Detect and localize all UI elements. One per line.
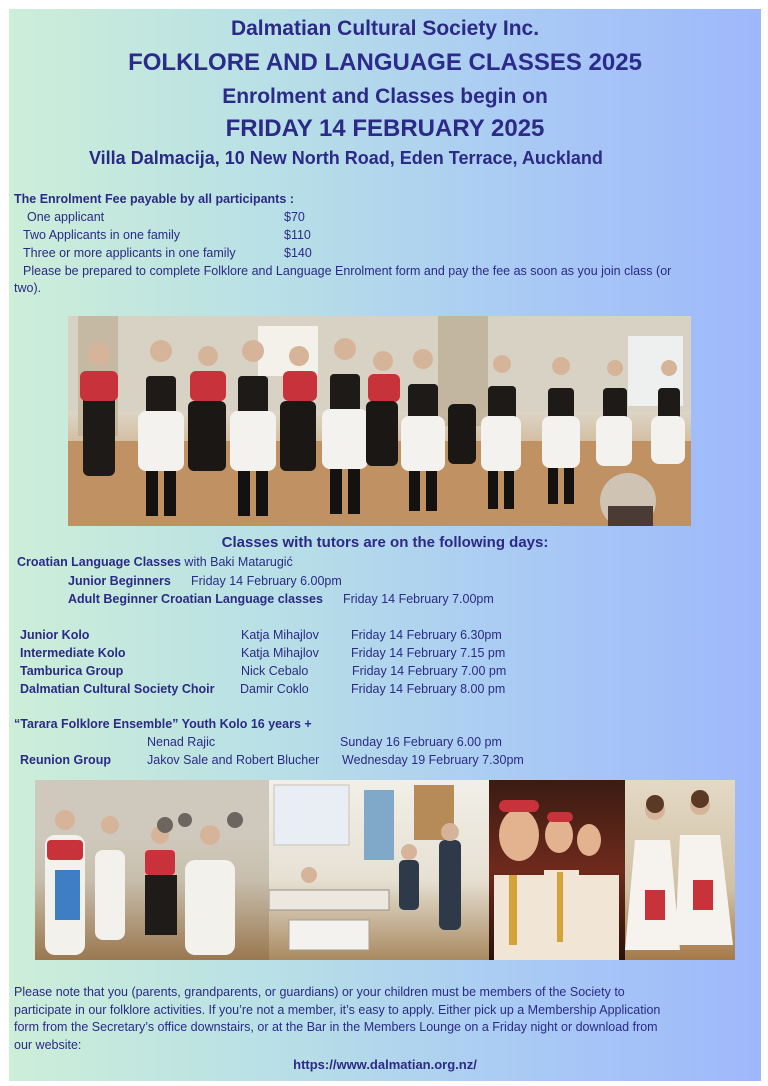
- children-dancers-photo: [35, 780, 269, 960]
- tarara-time: Sunday 16 February 6.00 pm: [340, 735, 502, 749]
- girls-dancing-photo: [625, 780, 735, 960]
- class-time: Friday 14 February 6.00pm: [191, 574, 342, 588]
- flyer-page: [9, 9, 761, 1081]
- fee-label: Two Applicants in one family: [23, 228, 181, 242]
- fee-amount: $140: [284, 246, 312, 260]
- class-time: Friday 14 February 7.00pm: [343, 592, 494, 606]
- venue-address: Villa Dalmacija, 10 New North Road, Eden Terrace, Auckland: [89, 148, 603, 168]
- classroom-photo: [269, 780, 489, 960]
- fee-amount: $70: [284, 210, 305, 224]
- group-tutor: Damir Coklo: [240, 682, 309, 696]
- membership-note-line: form from the Secretary’s office downstairs, or at the Bar in the Members Lounge on a Friday night or download from: [14, 1020, 658, 1034]
- enrolment-subtitle: Enrolment and Classes begin on: [222, 85, 548, 108]
- group-name: Intermediate Kolo: [20, 646, 126, 660]
- org-name: Dalmatian Cultural Society Inc.: [230, 17, 540, 40]
- group-time: Friday 14 February 7.15 pm: [351, 646, 506, 660]
- group-time: Friday 14 February 8.00 pm: [351, 682, 506, 696]
- kolo-dancers-photo: [68, 316, 691, 526]
- group-name: Tamburica Group: [20, 664, 124, 678]
- group-tutor: Katja Mihajlov: [241, 628, 319, 642]
- class-name: Adult Beginner Croatian Language classes: [68, 592, 323, 606]
- language-classes: [17, 555, 293, 569]
- reunion-tutor: Jakov Sale and Robert Blucher: [147, 753, 320, 767]
- reunion-time: Wednesday 19 February 7.30pm: [342, 753, 524, 767]
- classes-heading: Classes with tutors are on the following days:: [221, 534, 549, 551]
- group-name: Dalmatian Cultural Society Choir: [20, 682, 215, 696]
- girls-costume-photo: [489, 780, 625, 960]
- membership-note-line: participate in our folklore activities. If you’re not a member, it’s easy to apply. Either pick up a Membership Application: [14, 1002, 661, 1017]
- group-tutor: Nick Cebalo: [241, 664, 309, 678]
- fee-label: Three or more applicants in one family: [23, 246, 236, 260]
- fees-note-cont: two).: [14, 281, 42, 295]
- group-time: Friday 14 February 7.00 pm: [352, 664, 507, 678]
- group-time: Friday 14 February 6.30pm: [351, 628, 502, 642]
- language-tutor: with Baki Matarugić: [180, 555, 293, 569]
- tarara-tutor: Nenad Rajic: [147, 735, 216, 749]
- group-tutor: Katja Mihajlov: [241, 646, 319, 660]
- membership-note-line: Please note that you (parents, grandparents, or guardians) or your children must be members of the Society to: [14, 985, 625, 999]
- fees-heading: The Enrolment Fee payable by all participants :: [14, 192, 294, 206]
- page-title: FOLKLORE AND LANGUAGE CLASSES 2025: [128, 49, 642, 76]
- membership-note: [14, 984, 754, 1054]
- start-date: FRIDAY 14 FEBRUARY 2025: [225, 115, 545, 142]
- reunion-name: Reunion Group: [20, 753, 111, 767]
- fee-amount: $110: [284, 228, 311, 242]
- fee-label: One applicant: [27, 210, 105, 224]
- language-classes-title: Croatian Language Classes: [17, 555, 181, 569]
- group-name: Junior Kolo: [20, 628, 90, 642]
- class-name: Junior Beginners: [68, 574, 171, 588]
- fees-note: Please be prepared to complete Folklore and Language Enrolment form and pay the fee as soon as you join class (or: [23, 264, 672, 278]
- website-link[interactable]: https://www.dalmatian.org.nz/: [293, 1057, 477, 1072]
- membership-note-line: our website:: [14, 1037, 82, 1052]
- tarara-title: “Tarara Folklore Ensemble” Youth Kolo 16 years +: [14, 717, 312, 731]
